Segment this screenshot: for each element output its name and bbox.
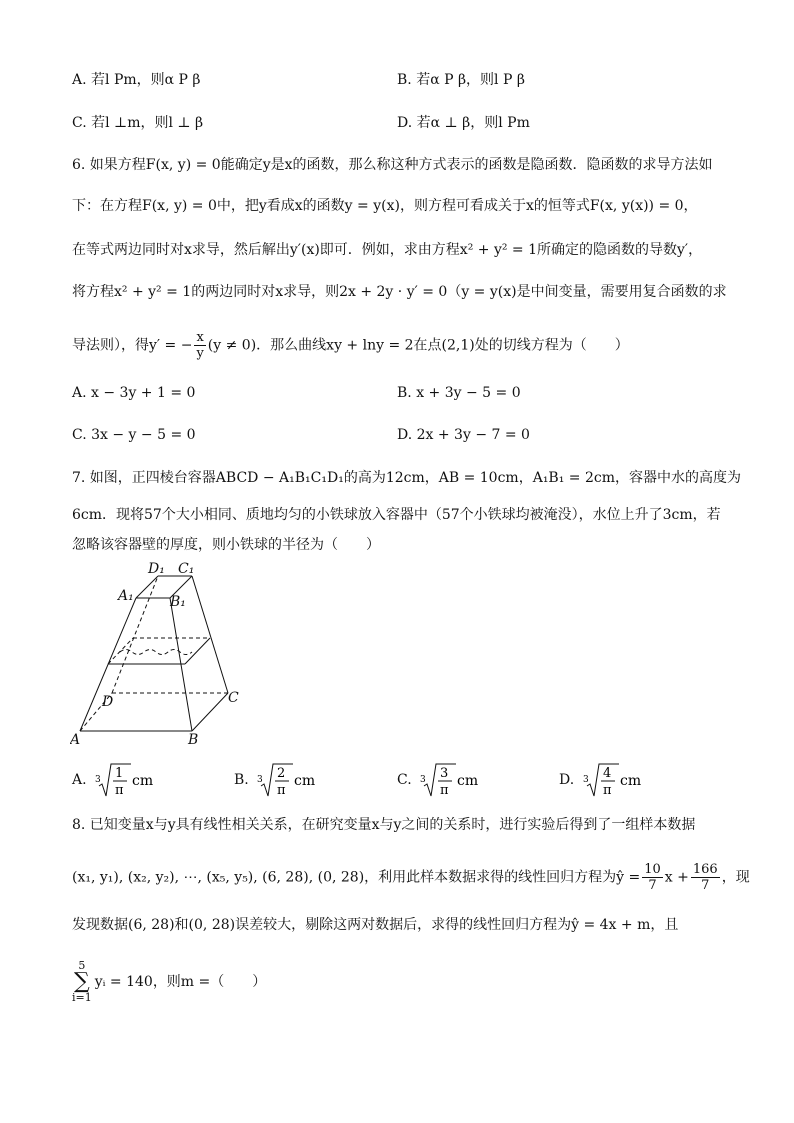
root-numerator: 4 [602, 766, 611, 781]
slope-fraction [642, 862, 663, 893]
q7-option-d [559, 760, 657, 800]
cube-root-expression [91, 760, 169, 800]
q6-line-4: 将方程x² + y² = 1的两边同时对x求导，则2x + 2y · y′ = 0（y = y(x)是中间变量，需要用复合函数的求 [72, 284, 727, 300]
q8-line-4-post: yᵢ = 140，则m =（ ） [94, 974, 267, 990]
summation-symbol [72, 960, 92, 1004]
q6-option-b: B. x + 3y − 5 = 0 [397, 385, 521, 401]
q8-line-2-pre: (x₁, y₁), (x₂, y₂), ⋯, (x₅, y₅), (6, 28), (0, 28)，利用此样本数据求得的线性回归方程为ŷ = [72, 869, 641, 886]
label-c: C [228, 690, 239, 706]
unit-label: cm [132, 773, 154, 789]
root-numerator: 3 [440, 766, 449, 781]
edge-a1-d1 [136, 576, 158, 598]
q6-line-1: 6. 如果方程F(x, y) = 0能确定y是x的函数，那么称这种方式表示的函数是隐函数．隐函数的求导方法如 [72, 157, 713, 173]
q8-line-1: 8. 已知变量x与y具有线性相关关系，在研究变量x与y之间的关系时，进行实验后得到了一组样本数据 [72, 817, 696, 833]
sum-lower-limit: i=1 [72, 991, 92, 1004]
unit-label: cm [457, 773, 479, 789]
label-a1: A₁ [118, 588, 134, 604]
q5-option-b: B. 若α P β，则l P β [397, 72, 525, 88]
q7-line-2: 6cm．现将57个大小相同、质地均匀的小铁球放入容器中（57个小铁球均被淹没），水位上升了3cm，若 [72, 507, 721, 523]
fraction-numerator: 10 [644, 862, 661, 877]
q6-line-5-post: (y ≠ 0)．那么曲线xy + lny = 2在点(2,1)处的切线方程为（ ） [207, 337, 629, 354]
q8-line-4 [72, 960, 266, 1004]
root-denominator: π [277, 783, 286, 798]
q7-option-c [397, 760, 494, 800]
intercept-fraction [691, 862, 720, 893]
cube-root-expression [253, 760, 331, 800]
edge-c-c1 [192, 576, 228, 693]
root-denominator: π [115, 783, 124, 798]
root-numerator: 1 [115, 766, 124, 781]
cube-root-expression [416, 760, 494, 800]
q7-option-b [234, 760, 331, 800]
root-index: 3 [582, 775, 589, 785]
label-b: B [188, 732, 199, 748]
fraction-denominator: y [196, 346, 204, 361]
root-index: 3 [420, 775, 426, 785]
root-numerator: 2 [277, 766, 286, 781]
option-letter: D. [559, 772, 575, 788]
fraction-denominator: 7 [701, 878, 710, 893]
q8-line-2-mid: x + [664, 869, 689, 886]
q6-line-5-pre: 导法则），得y′ = − [72, 337, 193, 354]
q5-option-d: D. 若α ⊥ β，则l Pm [397, 115, 530, 131]
option-letter: B. [234, 772, 249, 788]
q7-line-3: 忽略该容器壁的厚度，则小铁球的半径为（ ） [72, 537, 380, 553]
label-c1: C₁ [178, 561, 195, 577]
label-b1: B₁ [170, 594, 186, 610]
frustum-figure [70, 558, 250, 748]
q6-line-3: 在等式两边同时对x求导，然后解出y′(x)即可．例如，求由方程x² + y² = 1所确定的隐函数的导数y′， [72, 242, 703, 258]
sigma-glyph: ∑ [74, 969, 90, 994]
q8-line-3: 发现数据(6, 28)和(0, 28)误差较大，剔除这两对数据后，求得的线性回归方程为ŷ = 4x + m，且 [72, 917, 679, 933]
option-letter: A. [72, 772, 87, 788]
water-right-edge [185, 638, 210, 664]
cube-root-expression [579, 760, 657, 800]
root-index: 3 [95, 775, 101, 785]
edge-b-c [192, 693, 228, 731]
root-denominator: π [602, 783, 612, 798]
option-letter: C. [397, 772, 412, 788]
fraction-numerator: 166 [692, 862, 718, 877]
q6-option-c: C. 3x − y − 5 = 0 [72, 427, 196, 443]
q6-line-5 [72, 330, 629, 361]
unit-label: cm [294, 773, 316, 789]
q8-line-2 [72, 862, 750, 893]
water-surface-wave [120, 650, 192, 655]
root-denominator: π [440, 783, 449, 798]
label-d: D [102, 694, 114, 710]
q5-option-a: A. 若l Pm，则α P β [72, 72, 201, 88]
unit-label: cm [619, 773, 641, 789]
q6-line-2: 下：在方程F(x, y) = 0中，把y看成x的函数y = y(x)，则方程可看成关于x的恒等式F(x, y(x)) = 0， [72, 198, 698, 214]
derivative-fraction [194, 330, 205, 361]
q6-option-d: D. 2x + 3y − 7 = 0 [397, 427, 530, 443]
label-a: A [70, 732, 81, 748]
sum-upper-limit: 5 [78, 959, 86, 972]
q6-option-a: A. x − 3y + 1 = 0 [72, 385, 196, 401]
q8-line-2-post: ，现 [721, 869, 750, 886]
q7-option-a [72, 760, 169, 800]
fraction-numerator: x [196, 330, 204, 345]
label-d1: D₁ [148, 561, 165, 577]
fraction-denominator: 7 [648, 878, 657, 893]
root-index: 3 [257, 775, 263, 785]
q7-line-1: 7. 如图，正四棱台容器ABCD − A₁B₁C₁D₁的高为12cm，AB = 10cm，A₁B₁ = 2cm，容器中水的高度为 [72, 470, 741, 486]
q5-option-c: C. 若l ⊥m，则l ⊥ β [72, 115, 204, 131]
